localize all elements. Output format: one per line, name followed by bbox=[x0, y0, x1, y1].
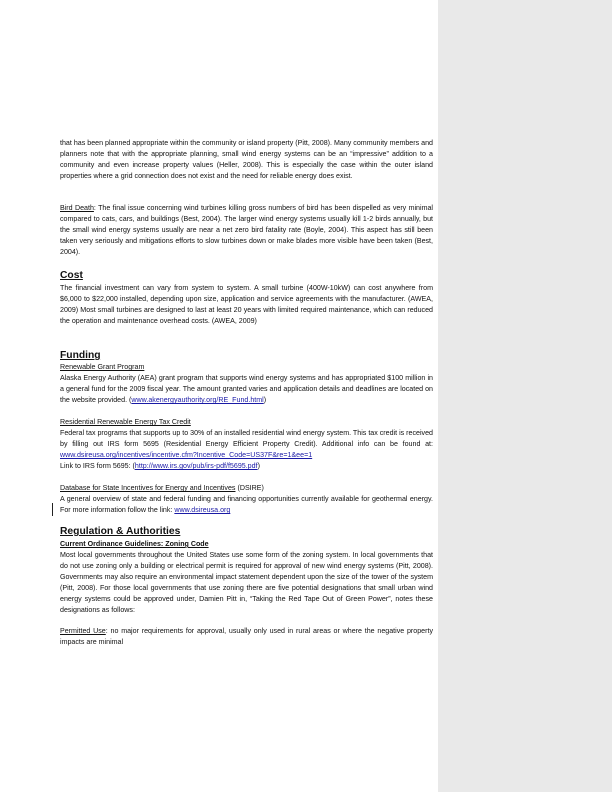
cost-heading: Cost bbox=[60, 270, 83, 281]
text-cursor bbox=[52, 503, 53, 516]
comment-margin-pane bbox=[438, 0, 612, 792]
zoning-paragraph: Most local governments throughout the United States use some form of the zoning system. In local governments that do not use zoning only a building or electrical permit is required for approval of new wind energy systems (Pitt, 2008). Governments may also require an environmental impact statement dependent upon the size of the tower of the system (Pitt, 2008). For those local governments that use zoning there are five potential designations that small urban wind energy systems could be approved under, Damien Pitt in, “Taking the Red Tape Out of Green Power”, notes these designations as follows: bbox=[60, 551, 433, 614]
grant-section bbox=[60, 362, 433, 406]
regulation-section bbox=[60, 539, 433, 616]
grant-after: ) bbox=[263, 396, 267, 404]
regulation-heading: Regulation & Authorities bbox=[60, 526, 181, 537]
funding-heading: Funding bbox=[60, 350, 101, 361]
tax-credit-section bbox=[60, 417, 433, 472]
cost-paragraph: The financial investment can vary from system to system. A small turbine (400W-10kW) can cost anywhere from $6,000 to $22,000 installed, depending upon size, application and service agreements with the manufacturer. (AWEA, 2009) Most small turbines are designed to last at least 20 years with limited required maintenance, which can reduced the operation and maintenance overhead costs. (AWEA, 2009) bbox=[60, 284, 433, 325]
aea-link[interactable]: www.akenergyauthority.org/RE_Fund.html bbox=[131, 396, 264, 404]
grant-title: Renewable Grant Program bbox=[60, 363, 145, 371]
permitted-use-text: : no major requirements for approval, usually only used in rural areas or where the negative property impacts are minimal bbox=[60, 627, 433, 646]
bird-death-paragraph bbox=[60, 203, 433, 258]
permitted-use-label: Permitted Use bbox=[60, 627, 106, 635]
irs-link-prefix: Link to IRS form 5695: ( bbox=[60, 462, 135, 470]
permitted-use-paragraph bbox=[60, 626, 433, 648]
bird-death-text: : The final issue concerning wind turbines killing gross numbers of bird has been dispelled as very minimal compared to cats, cars, and buildings (Best, 2004). The larger wind energy systems usually kill 1-2 birds annually, but the small wind energy systems usually are near a net zero bird fatality rate (Boyle, 2004). This aspect has still been taken very seriously and mitigations efforts to slow turbines down or make blades more visible have been taken (Best, 2004). bbox=[60, 204, 434, 256]
dsire-text: A general overview of state and federal funding and financing opportunities currently available for geothermal energy. For more information follow the link: bbox=[60, 495, 433, 514]
dsire-section bbox=[60, 483, 433, 516]
irs-form-link[interactable]: http://www.irs.gov/pub/irs-pdf/f5695.pdf bbox=[134, 462, 258, 470]
tax-credit-title: Residential Renewable Energy Tax Credit bbox=[60, 418, 191, 426]
irs-link-suffix: ) bbox=[257, 462, 260, 470]
zoning-subheading: Current Ordinance Guidelines: Zoning Code bbox=[60, 540, 209, 548]
dsire-title-suffix: (DSIRE) bbox=[235, 484, 264, 492]
dsire-incentive-link[interactable]: www.dsireusa.org/incentives/incentive.cfm?Incentive_Code=US37F&re=1&ee=1 bbox=[60, 451, 313, 459]
bird-death-label: Bird Death bbox=[60, 204, 94, 212]
dsire-title: Database for State Incentives for Energy and Incentives bbox=[60, 484, 236, 492]
dsire-link[interactable]: www.dsireusa.org bbox=[174, 506, 231, 514]
tax-credit-text: Federal tax programs that supports up to 30% of an installed residential wind energy system. This tax credit is received by filling out IRS form 5695 (Residential Energy Efficient Property Credit). Additional info can be found at: bbox=[60, 429, 433, 448]
grant-text: Alaska Energy Authority (AEA) grant program that supports wind energy systems and has appropriated $100 million in a general fund for the 2009 fiscal year. The amount granted varies and application details and deadlines are located on the website provided. ( bbox=[60, 374, 433, 404]
intro-paragraph: that has been planned appropriate within the community or island property (Pitt, 2008). Many community members and planners note that with the appropriate planning, small wind energy systems can be an “impressive” addition to a community and even increase property values (Heller, 2008). This is especially the case within the outer island properties where a grid connection does not exist and the need for reliable energy does exist. bbox=[60, 139, 433, 180]
